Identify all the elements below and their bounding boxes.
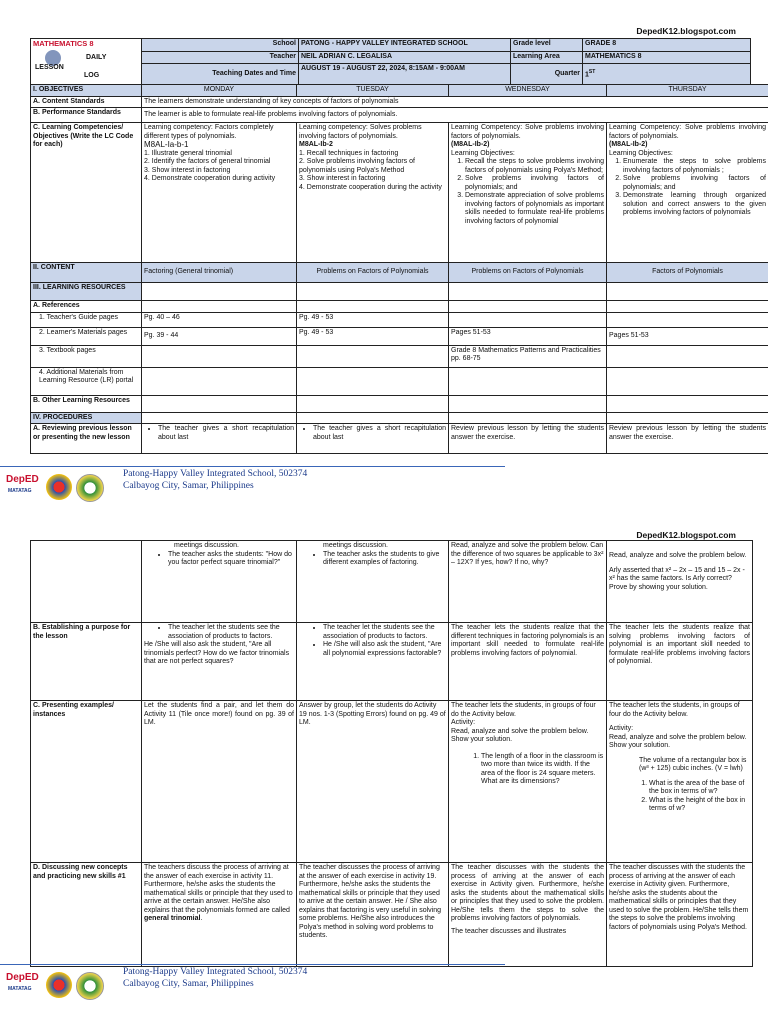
dll-procedures-table xyxy=(30,540,753,967)
grade-label: Grade level xyxy=(511,39,583,52)
list-item: 1. Illustrate general trinomial xyxy=(144,149,232,157)
purpose-monday-2: He /She will also ask the student, "Are all trinomials perfect? How do we factor trinomials that are not perfect squares? xyxy=(144,641,290,665)
purpose-wednesday: The teacher lets the students realize that the different techniques in factoring polynomials is an important skill needed to formulate real-life problems involving factors of polynomial. xyxy=(449,623,607,701)
disc-thursday: The teacher discusses with the students the process of arriving at the answer of each exercise in Activity given. Furthermore, he/she asks the students about the mathematical skills or principles that they used to solve the problem. He/She tells them the steps to solve the problems involving factors of polynomials using Polya's Method. xyxy=(607,863,753,967)
present-thu-3: Read, analyze and solve the problem below. Show your solution. xyxy=(609,733,747,749)
list-item: 2. Identify the factors of general trinomial xyxy=(144,158,271,165)
lesson-label: LESSON xyxy=(35,64,64,71)
competency-monday xyxy=(142,123,297,263)
lm-tuesday: Pg. 49 - 53 xyxy=(297,327,449,345)
bagong-pilipinas-logo-icon xyxy=(46,972,72,998)
list-item: 2. Solve problems involving factors of polynomials; and xyxy=(465,175,604,192)
school-label: School xyxy=(142,39,299,52)
list-item: 1. Enumerate the steps to solve problems involving factors of polynomials ; xyxy=(623,158,766,175)
cont-wednesday: Read, analyze and solve the problem below. Can the difference of two squares be applicable to 3x² – 12X? If yes, how? If no, why? xyxy=(449,541,607,623)
dll-main-table xyxy=(30,84,768,454)
list-item: 1. Recall the steps to solve problems involving factors of polynomials using Polya's Method; xyxy=(465,158,604,175)
list-item: 4. Demonstrate cooperation during activity xyxy=(144,175,276,182)
performance-standards-text: The learner is able to formulate real-life problems involving factors of polynomials. xyxy=(142,108,768,123)
dll-header-table xyxy=(30,38,751,85)
grade-value: GRADE 8 xyxy=(583,39,751,52)
present-wed-1: The teacher lets the students, in groups of four do the Activity below. xyxy=(451,702,596,718)
tg-label: 1. Teacher's Guide pages xyxy=(31,312,142,327)
site-url: DepedK12.blogspot.com xyxy=(636,26,736,36)
textbook-label: 3. Textbook pages xyxy=(31,345,142,367)
site-url: DepedK12.blogspot.com xyxy=(636,530,736,540)
list-item: • The teacher gives a short recapitulation about last xyxy=(158,425,294,442)
disc-wednesday xyxy=(449,863,607,967)
footer xyxy=(0,466,768,506)
review-thursday: Review previous lesson by letting the students answer the exercise. xyxy=(607,424,768,454)
content-heading: II. CONTENT xyxy=(31,263,142,283)
list-item: 3. Demonstrate appreciation of solve problems involving factors of polynomials as important skills needed to formulate real-life problems involving factors of polynomial xyxy=(465,192,604,226)
list-item: • He /She will also ask the student, "Are all polynomial expressions factorable? xyxy=(323,641,446,658)
list-item: • The teacher asks the students to give different examples of factoring. xyxy=(323,551,446,568)
lm-thursday: Pages 51-53 xyxy=(607,327,768,345)
cont-thursday xyxy=(607,541,753,623)
footer xyxy=(0,964,768,1004)
objectives-heading: I. OBJECTIVES xyxy=(31,85,142,97)
discussing-label: D. Discussing new concepts and practicing new skills #1 xyxy=(31,863,142,967)
cont-tuesday-1: meetings discussion. xyxy=(323,542,388,549)
disc-monday: The teachers discuss the process of arriving at the answer of each exercise in activity 11. Furthermore, he/she asks the students the mathematical skills or principle that they used to arrive at the certain answer. He/She also explains that the polynomials formed are called general trinomial. xyxy=(142,863,297,967)
cont-monday-1: meetings discussion. xyxy=(174,542,239,549)
content-wednesday: Problems on Factors of Polynomials xyxy=(449,263,607,283)
list-item: 2. Solve problems involving factors of polynomials; and xyxy=(623,175,766,192)
lm-wednesday: Pages 51-53 xyxy=(449,327,607,345)
bagong-pilipinas-logo-icon xyxy=(46,474,72,500)
competency-thursday-code: (M8AL-Ib-2) xyxy=(609,141,648,148)
day-tuesday: TUESDAY xyxy=(297,85,449,97)
lm-monday: Pg. 39 - 44 xyxy=(142,327,297,345)
quarter-value xyxy=(583,64,751,85)
review-label: A. Reviewing previous lesson or presenting the new lesson xyxy=(31,424,142,454)
purpose-thursday: The teacher lets the students realize that solving problems involving factors of polynomial is an important skill needed to formulate real-life problems involving factors of polynomial. xyxy=(607,623,753,701)
competency-tuesday-head: Learning competency: Solves problems involving factors of polynomials. xyxy=(299,124,422,140)
quarter-number: 1 xyxy=(585,71,589,79)
dates-label: Teaching Dates and Time xyxy=(142,64,299,85)
footer-rule xyxy=(0,964,505,965)
tg-wednesday xyxy=(449,312,607,327)
disc-wed-2: The teacher discusses and illustrates xyxy=(451,927,567,935)
present-tuesday: Answer by group, let the students do Activity 19 nos. 1-3 (Spotting Errors) found on pg. 49 of LM. xyxy=(297,701,449,863)
other-resources-label: B. Other Learning Resources xyxy=(31,395,142,412)
list-item: 2. Solve problems involving factors of polynomials using Polya's Method xyxy=(299,158,415,174)
teacher-label: Teacher xyxy=(142,52,299,64)
cont-thursday-2: Arly asserted that x² – 2x – 15 and 15 – 2x - x² has the same factors. Is Arly correct? Prove by showing your solution. xyxy=(609,566,745,591)
subject-title: MATHEMATICS 8 xyxy=(33,39,94,48)
present-thu-4: The volume of a rectangular box is (w³ + 125) cubic inches. (V = lwh) xyxy=(639,756,747,772)
matatag-label: MATATAG xyxy=(8,986,32,992)
content-monday: Factoring (General trinomial) xyxy=(142,263,297,283)
content-standards-label: A. Content Standards xyxy=(31,96,142,108)
purpose-label: B. Establishing a purpose for the lesson xyxy=(31,623,142,701)
dates-value: AUGUST 19 - AUGUST 22, 2024, 8:15AM - 9:00AM xyxy=(299,64,511,85)
present-wednesday xyxy=(449,701,607,863)
lm-label: 2. Learner's Materials pages xyxy=(31,327,142,345)
list-item: 4. Demonstrate cooperation during the activity xyxy=(299,183,442,191)
cont-thursday-1: Read, analyze and solve the problem below. xyxy=(609,552,747,559)
list-item: 3. Show interest in factoring xyxy=(144,166,231,174)
present-monday: Let the students find a pair, and let them do Activity 11 (Tile once more!) found on pg. 39 of LM. xyxy=(142,701,297,863)
competency-tuesday xyxy=(297,123,449,263)
competency-wednesday-head: Learning Competency: Solve problems involving factors of polynomials. xyxy=(451,124,604,140)
competency-thursday-objectives: Learning Objectives: xyxy=(609,149,673,157)
list-item: 1. What is the area of the base of the box in terms of w? xyxy=(649,780,750,797)
tg-thursday xyxy=(607,312,768,327)
competency-thursday-head: Learning Competency: Solve problems involving factors of polynomials. xyxy=(609,124,766,140)
footer-city: Calbayog City, Samar, Philippines xyxy=(123,481,254,491)
day-thursday: THURSDAY xyxy=(607,85,768,97)
teacher-value: NEIL ADRIAN C. LEGALISA xyxy=(299,52,511,64)
competency-monday-head: Learning competency: Factors completely different types of polynomials. xyxy=(144,124,274,140)
school-seal-icon xyxy=(76,474,104,502)
textbook-wednesday: Grade 8 Mathematics Patterns and Practicalities pp. 68-75 xyxy=(449,345,607,367)
dll-title-cell xyxy=(31,39,142,85)
procedures-heading: IV. PROCEDURES xyxy=(31,412,142,424)
purpose-monday xyxy=(142,623,297,701)
footer-school: Patong-Happy Valley Integrated School, 502374 xyxy=(123,967,308,977)
list-item: • The teacher asks the students: "How do you factor perfect square trinomial?" xyxy=(168,551,294,568)
list-item: 2. What is the height of the box in terms of w? xyxy=(649,797,750,814)
deped-logo: DepED xyxy=(6,972,39,983)
present-thu-2: Activity: xyxy=(609,725,634,732)
school-seal-icon xyxy=(76,972,104,1000)
matatag-label: MATATAG xyxy=(8,488,32,494)
list-item: 1. Recall techniques in factoring xyxy=(299,149,399,157)
disc-monday-2: general trinomial xyxy=(144,915,201,922)
resources-heading: III. LEARNING RESOURCES xyxy=(31,283,142,301)
disc-wed-1: The teacher discusses with the students the process of arriving at the answer of each exercise in Activity given. Furthermore, he/she asks the students about the mathematical skills or principles that they used to solve the problem. He/She tells them the steps to solve the problems involving factors of polynomials. xyxy=(451,864,604,922)
content-tuesday: Problems on Factors of Polynomials xyxy=(297,263,449,283)
log-label: LOG xyxy=(84,72,100,79)
area-label: Learning Area xyxy=(511,52,583,64)
list-item: • The teacher let the students see the association of products to factors. xyxy=(168,624,294,641)
present-thu-1: The teacher lets the students, in groups of four do the Activity below. xyxy=(609,702,740,718)
footer-school: Patong-Happy Valley Integrated School, 502374 xyxy=(123,469,308,479)
purpose-tuesday xyxy=(297,623,449,701)
disc-tuesday: The teacher discusses the process of arriving at the answer of each exercise in activity 19. Furthermore, he/she asks the students the mathematical skills or principle that they used to arrive at the certain answer. He / She also explains that factoring is very useful in solving some problems. He/She also introduces the Polya's method in solving word problems to students. xyxy=(297,863,449,967)
quarter-label: Quarter xyxy=(511,64,583,85)
deped-logo: DepED xyxy=(6,474,39,485)
references-label: A. References xyxy=(31,301,142,313)
present-thursday xyxy=(607,701,753,863)
review-monday xyxy=(142,424,297,454)
daily-label: DAILY xyxy=(86,54,107,61)
list-item: 1. The length of a floor in the classroom is two more than twice its width. If the area of the floor is 24 square meters. What are its dimensions? xyxy=(481,753,604,787)
additional-label: 4. Additional Materials from Learning Resource (LR) portal xyxy=(31,367,142,395)
competency-tuesday-code: M8AL-Ib-2 xyxy=(299,141,333,148)
footer-city: Calbayog City, Samar, Philippines xyxy=(123,979,254,989)
review-tuesday xyxy=(297,424,449,454)
quarter-suffix: ST xyxy=(588,69,596,76)
footer-address xyxy=(123,966,307,990)
competency-wednesday-code: (M8AL-Ib-2) xyxy=(451,141,490,148)
day-monday: MONDAY xyxy=(142,85,297,97)
review-wednesday: Review previous lesson by letting the students answer the exercise. xyxy=(449,424,607,454)
footer-address xyxy=(123,468,307,492)
page-2 xyxy=(0,512,768,1024)
list-item: 3. Show interest in factoring xyxy=(299,175,386,182)
content-standards-text: The learners demonstrate understanding of key concepts of factors of polynomials xyxy=(142,96,768,108)
tg-monday: Pg. 40 – 46 xyxy=(142,312,297,327)
school-value: PATONG - HAPPY VALLEY INTEGRATED SCHOOL xyxy=(299,39,511,52)
cont-tuesday xyxy=(297,541,449,623)
present-wed-2: Activity: xyxy=(451,719,476,726)
day-wednesday: WEDNESDAY xyxy=(449,85,607,97)
competency-thursday xyxy=(607,123,768,263)
disc-monday-1: The teachers discuss the process of arriving at the answer of each exercise in activity 11. Furthermore, he/she asks the students the mathematical skills or principle that they used to arrive at the certain answer. He/She also explains that the polynomials formed are called xyxy=(144,864,293,914)
performance-standards-label: B. Performance Standards xyxy=(31,108,142,123)
tg-tuesday: Pg. 49 - 53 xyxy=(297,312,449,327)
competency-wednesday xyxy=(449,123,607,263)
footer-rule xyxy=(0,466,505,467)
list-item: • The teacher let the students see the association of products to factors. xyxy=(323,624,446,641)
cont-monday xyxy=(142,541,297,623)
competency-wednesday-objectives: Learning Objectives: xyxy=(451,149,515,157)
list-item: • The teacher gives a short recapitulation about last xyxy=(313,425,446,442)
presenting-label: C. Presenting examples/ instances xyxy=(31,701,142,863)
competencies-label: C. Learning Competencies/ Objectives (Write the LC Code for each) xyxy=(31,123,142,263)
present-wed-3: Read, analyze and solve the problem below. Show your solution. xyxy=(451,727,589,743)
list-item: 3. Demonstrate learning through organized solution and correct answers to the given problems involving factors of polynomials xyxy=(623,192,766,218)
area-value: MATHEMATICS 8 xyxy=(583,52,751,64)
competency-monday-code: M8AL-Ia-b-1 xyxy=(144,140,189,149)
content-thursday: Factors of Polynomials xyxy=(607,263,768,283)
